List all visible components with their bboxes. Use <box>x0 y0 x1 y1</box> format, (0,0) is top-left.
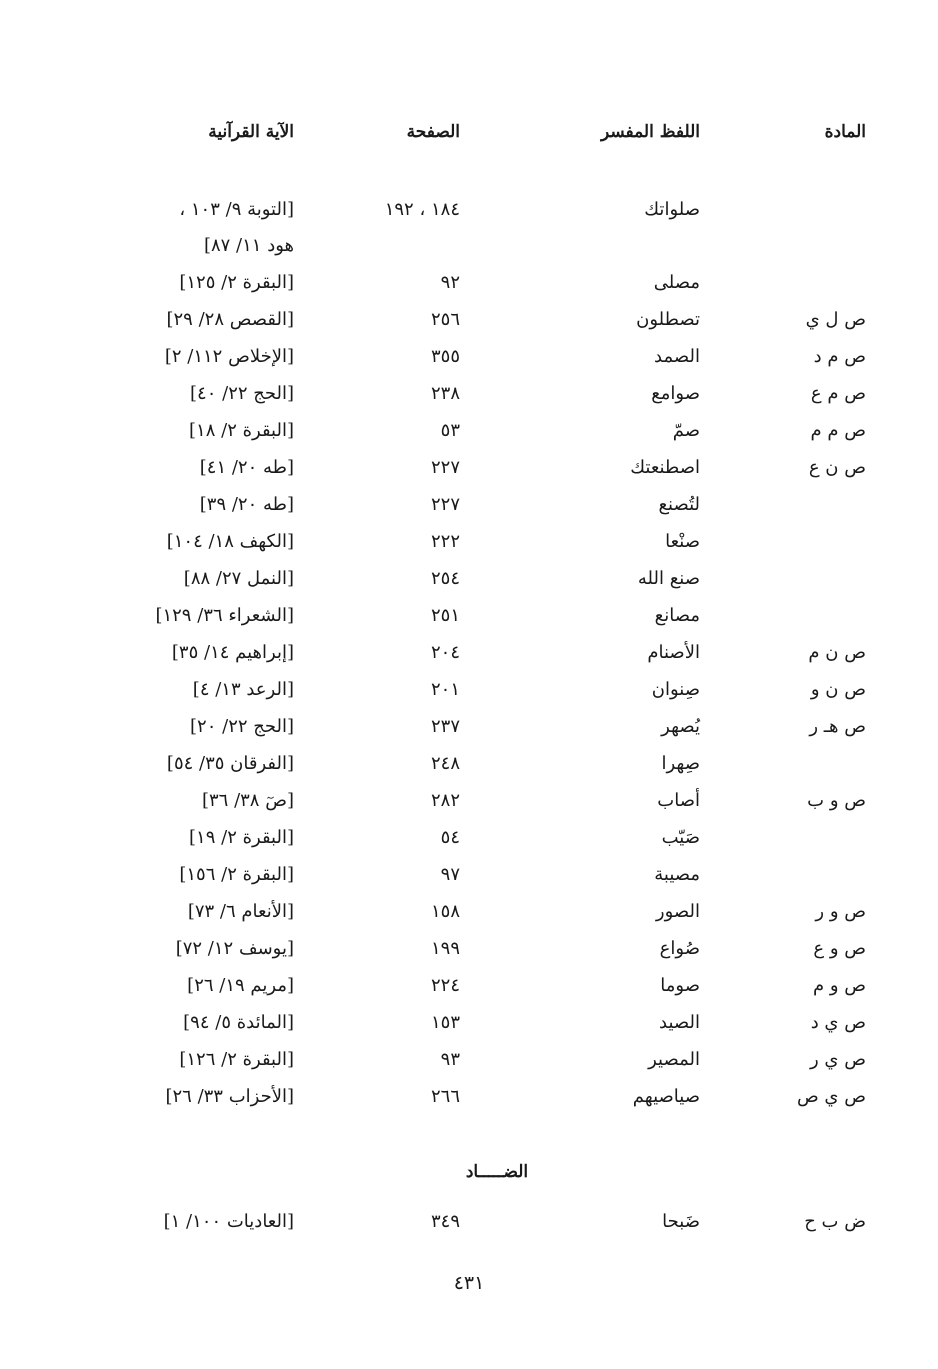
page-cell: ٢٦٦ <box>430 1086 460 1107</box>
table-row <box>0 343 938 380</box>
page-cell: ٢٣٧ <box>430 716 460 737</box>
verse-cell: [الشعراء ٣٦/ ١٢٩] <box>155 605 294 626</box>
root-cell: ص و ع <box>813 938 866 959</box>
word-cell: لتُصنع <box>658 494 700 515</box>
verse-cell: [طه ٢٠/ ٤١] <box>199 457 294 478</box>
table-row <box>0 380 938 417</box>
word-cell: صُواع <box>659 938 700 959</box>
header-word: اللفظ المفسر <box>600 122 700 142</box>
verse-cell: [الإخلاص ١١٢/ ٢] <box>164 346 294 367</box>
page-cell: ٢٥١ <box>430 605 460 626</box>
page-cell: ٢٤٨ <box>430 753 460 774</box>
index-rows <box>0 196 938 1120</box>
word-cell: أصاب <box>657 790 700 811</box>
word-cell: الصمد <box>654 346 700 367</box>
root-cell: ص و ر <box>815 901 866 922</box>
page-cell: ٣٤٩ <box>430 1211 460 1232</box>
word-cell: يُصهر <box>661 716 700 737</box>
table-header <box>0 118 938 146</box>
verse-line-1: [التوبة ٩/ ١٠٣ ، <box>179 199 294 220</box>
page-number: ٤٣١ <box>453 1272 485 1294</box>
section-heading-dad <box>0 1162 938 1182</box>
table-row <box>0 196 938 269</box>
page-cell: ٢٥٤ <box>430 568 460 589</box>
table-row <box>0 639 938 676</box>
table-row <box>0 269 938 306</box>
verse-cell: [الكهف ١٨/ ١٠٤] <box>166 531 294 552</box>
root-cell: ص ن و <box>810 679 866 700</box>
verse-cell: [الحج ٢٢/ ٢٠] <box>190 716 294 737</box>
table-row <box>0 787 938 824</box>
table-row <box>0 676 938 713</box>
word-cell: صمّ <box>672 420 700 441</box>
verse-cell: [المائدة ٥/ ٩٤] <box>183 1012 294 1033</box>
word-cell: صوما <box>660 975 700 996</box>
page-cell: ١٨٤ ، ١٩٢ <box>384 199 460 220</box>
page-cell: ٩٧ <box>440 864 460 885</box>
page-cell: ٢٣٨ <box>430 383 460 404</box>
word-cell: الصيد <box>659 1012 700 1033</box>
root-cell: ص م ع <box>810 383 866 404</box>
verse-cell: [الفرقان ٣٥/ ٥٤] <box>166 753 294 774</box>
word-cell: مصانع <box>654 605 700 626</box>
root-cell: ص هـ ر <box>809 716 866 737</box>
word-cell: الأصنام <box>647 642 700 663</box>
page-cell: ٢٢٤ <box>430 975 460 996</box>
verse-cell: [البقرة ٢/ ١٨] <box>189 420 294 441</box>
verse-cell: [البقرة ٢/ ١٢٥] <box>179 272 294 293</box>
page-cell: ٢٢٢ <box>430 531 460 552</box>
page-cell: ٢٠٤ <box>430 642 460 663</box>
root-cell: ض ب ح <box>804 1211 866 1232</box>
word-cell: صياصيهم <box>632 1086 700 1107</box>
page-cell: ١٥٨ <box>430 901 460 922</box>
verse-cell: [مريم ١٩/ ٢٦] <box>187 975 294 996</box>
word-cell: صِنوان <box>651 679 700 700</box>
page-cell: ٢٢٧ <box>430 494 460 515</box>
table-row <box>0 491 938 528</box>
word-cell: صنْعا <box>665 531 700 552</box>
root-cell: ص ي ر <box>810 1049 866 1070</box>
table-row <box>0 750 938 787</box>
root-cell: ص ن ع <box>808 457 866 478</box>
verse-cell: [القصص ٢٨/ ٢٩] <box>166 309 294 330</box>
verse-line-2: هود ١١/ ٨٧] <box>203 235 294 256</box>
word-cell: مصلى <box>653 272 700 293</box>
root-cell: ص و م <box>812 975 866 996</box>
page-cell: ٢٥٦ <box>430 309 460 330</box>
root-cell: ص ي ص <box>796 1086 866 1107</box>
word-cell: ضَبحا <box>662 1211 700 1232</box>
verse-cell: [إبراهيم ١٤/ ٣٥] <box>171 642 294 663</box>
table-row <box>0 898 938 935</box>
word-cell: صنع الله <box>637 568 700 589</box>
verse-cell: [البقرة ٢/ ١٥٦] <box>179 864 294 885</box>
table-row <box>0 1046 938 1083</box>
page-cell: ١٩٩ <box>430 938 460 959</box>
verse-cell: [يوسف ١٢/ ٧٢] <box>175 938 294 959</box>
root-cell: ص ي د <box>810 1012 866 1033</box>
page-cell: ٩٣ <box>440 1049 460 1070</box>
root-cell: ص و ب <box>807 790 866 811</box>
header-verse: الآية القرآنية <box>208 122 294 142</box>
page-cell: ٢٨٢ <box>430 790 460 811</box>
table-row <box>0 1208 938 1238</box>
table-row <box>0 417 938 454</box>
table-row <box>0 306 938 343</box>
table-row <box>0 602 938 639</box>
table-row <box>0 824 938 861</box>
table-row <box>0 1083 938 1120</box>
verse-cell: [النمل ٢٧/ ٨٨] <box>183 568 294 589</box>
table-row <box>0 972 938 1009</box>
page-cell: ٥٤ <box>440 827 460 848</box>
word-cell: صوامع <box>651 383 700 404</box>
verse-cell: [العاديات ١٠٠/ ١] <box>163 1211 294 1232</box>
verse-cell: [صٓ ٣٨/ ٣٦] <box>201 790 294 811</box>
verse-cell: [طه ٢٠/ ٣٩] <box>199 494 294 515</box>
header-page: الصفحة <box>406 122 460 142</box>
page-cell: ٢٠١ <box>430 679 460 700</box>
root-cell: ص م م <box>810 420 866 441</box>
verse-cell: [الرعد ١٣/ ٤] <box>192 679 294 700</box>
word-cell: الصور <box>655 901 700 922</box>
page-cell: ١٥٣ <box>430 1012 460 1033</box>
word-cell: تصطلون <box>636 309 700 330</box>
page-cell: ٩٢ <box>440 272 460 293</box>
verse-cell: [الأحزاب ٣٣/ ٢٦] <box>165 1086 294 1107</box>
word-cell: صَيّب <box>661 827 700 848</box>
word-cell: المصير <box>648 1049 700 1070</box>
table-row <box>0 861 938 898</box>
verse-cell: [البقرة ٢/ ١٩] <box>189 827 294 848</box>
table-row <box>0 528 938 565</box>
table-row <box>0 565 938 602</box>
verse-cell: [الحج ٢٢/ ٤٠] <box>190 383 294 404</box>
root-cell: ص ن م <box>808 642 866 663</box>
section-heading-text: الضـــــاد <box>465 1162 529 1182</box>
page-cell: ٢٢٧ <box>430 457 460 478</box>
word-cell: صلواتك <box>644 199 700 220</box>
word-cell: مصيبة <box>654 864 700 885</box>
root-cell: ص م د <box>813 346 866 367</box>
root-cell: ص ل ي <box>805 309 866 330</box>
table-row <box>0 935 938 972</box>
verse-cell: [الأنعام ٦/ ٧٣] <box>187 901 294 922</box>
verse-cell <box>64 196 294 268</box>
page-cell: ٣٥٥ <box>430 346 460 367</box>
table-row <box>0 454 938 491</box>
page-cell: ٥٣ <box>440 420 460 441</box>
header-root: المادة <box>824 122 866 142</box>
table-row <box>0 713 938 750</box>
word-cell: اصطنعتك <box>630 457 700 478</box>
verse-cell: [البقرة ٢/ ١٢٦] <box>179 1049 294 1070</box>
word-cell: صِهرا <box>661 753 700 774</box>
table-row <box>0 1009 938 1046</box>
